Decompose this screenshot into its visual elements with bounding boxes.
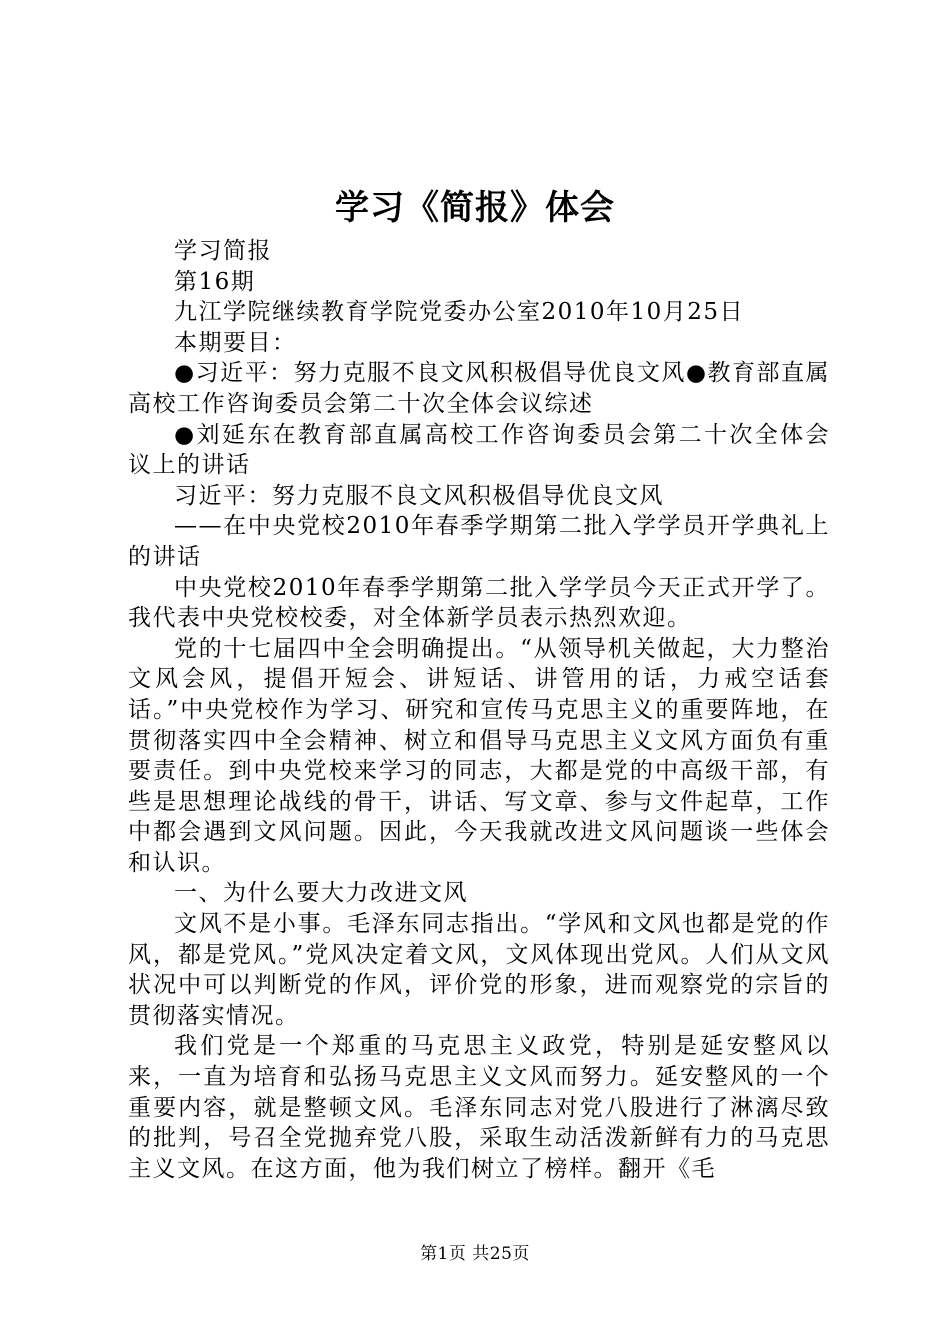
paragraph-article-subtitle: ——在中央党校2010年春季学期第二批入学学员开学典礼上的讲话 bbox=[128, 513, 830, 570]
paragraph-article-title: 习近平：努力克服不良文风积极倡导优良文风 bbox=[174, 482, 664, 509]
paragraph-body-3: 文风不是小事。毛泽东同志指出。“学风和文风也都是党的作风，都是党风。”党风决定着文风，文风体现出党风。人们从文风状况中可以判断党的作风，评价党的形象，进而观察党的宗旨的贯彻落实情况。 bbox=[128, 911, 830, 1029]
paragraph-body-4: 我们党是一个郑重的马克思主义政党，特别是延安整风以来，一直为培育和弘扬马克思主义文风而努力。延安整风的一个重要内容，就是整顿文风。毛泽东同志对党八股进行了淋漓尽致的批判，号召全党抛弃党八股，采取生动活泼新鲜有力的马克思主义文风。在这方面，他为我们树立了榜样。翻开《毛 bbox=[128, 1033, 830, 1182]
page-footer: 第1页 共25页 bbox=[420, 1244, 530, 1264]
paragraph-bulletin-name: 学习简报 bbox=[174, 238, 272, 264]
paragraph-publisher-date: 九江学院继续教育学院党委办公室2010年10月25日 bbox=[174, 299, 745, 326]
paragraph-issue-number: 第16期 bbox=[174, 268, 256, 295]
paragraph-contents-item-2: ●刘延东在教育部直属高校工作咨询委员会第二十次全体会议上的讲话 bbox=[128, 421, 830, 479]
paragraph-contents-item-1: ●习近平：努力克服不良文风积极倡导优良文风●教育部直属高校工作咨询委员会第二十次全体会议综述 bbox=[128, 360, 830, 417]
paragraph-body-1: 中央党校2010年春季学期第二批入学学员今天正式开学了。我代表中央党校校委，对全体新学员表示热烈欢迎。 bbox=[128, 574, 830, 632]
document-body bbox=[128, 236, 830, 1184]
paragraph-body-2: 党的十七届四中全会明确提出。“从领导机关做起，大力整治文风会风，提倡开短会、讲短话、讲管用的话，力戒空话套话。”中央党校作为学习、研究和宣传马克思主义的重要阵地，在贯彻落实四中全会精神、树立和倡导马克思主义文风方面负有重要责任。到中央党校来学习的同志，大都是党的中高级干部，有些是思想理论战线的骨干，讲话、写文章、参与文件起草，工作中都会遇到文风问题。因此，今天我就改进文风问题谈一些体会和认识。 bbox=[128, 635, 830, 876]
paragraph-section-heading: 一、为什么要大力改进文风 bbox=[174, 880, 468, 907]
document-title: 学习《简报》体会 bbox=[335, 188, 615, 228]
paragraph-contents-heading: 本期要目： bbox=[174, 329, 297, 356]
